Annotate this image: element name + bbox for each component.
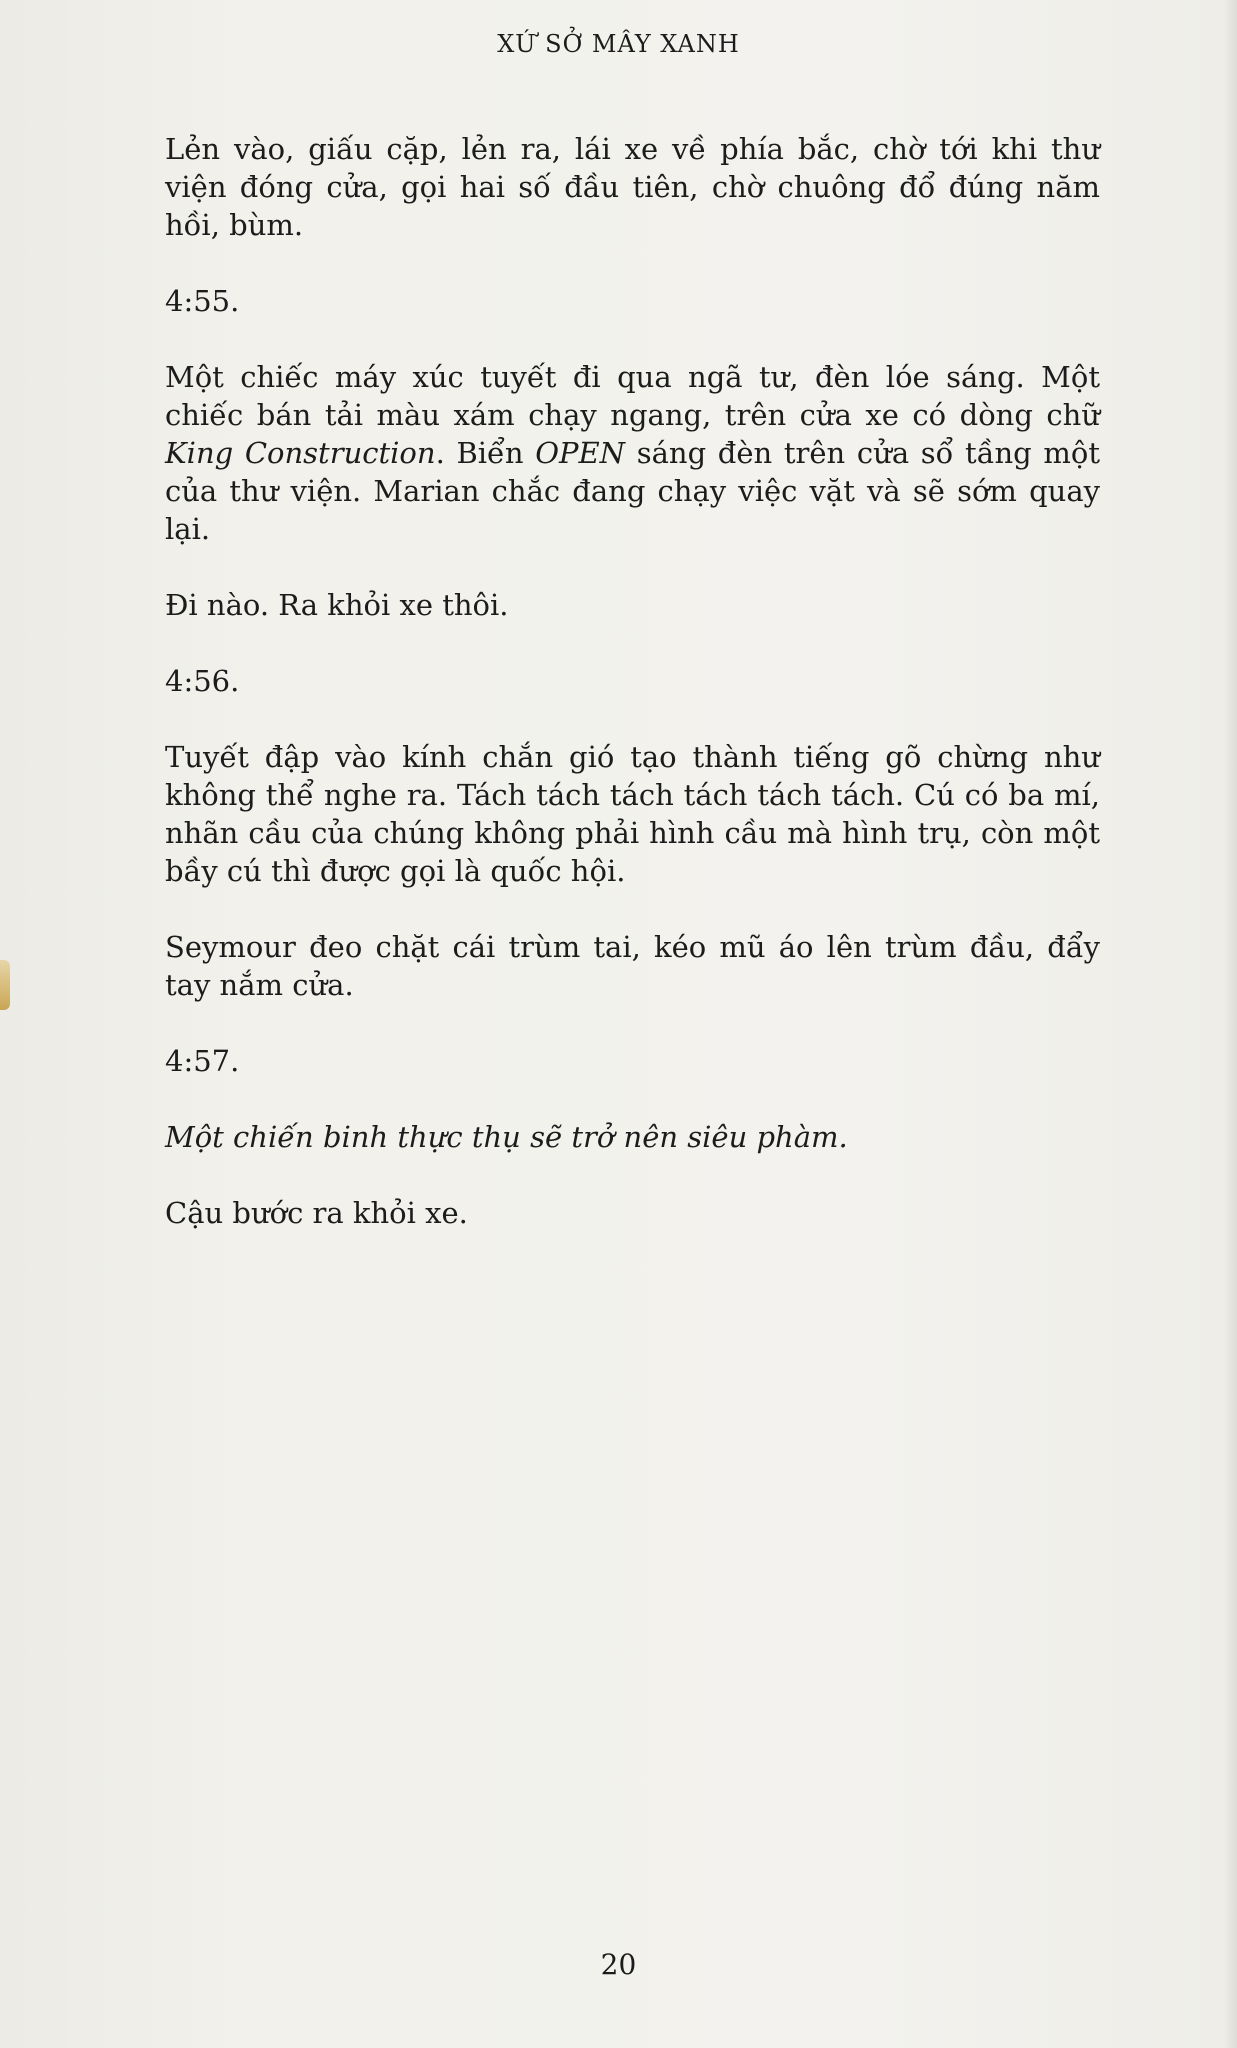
paragraph-1: Lẻn vào, giấu cặp, lẻn ra, lái xe về phía bắc, chờ tới khi thư viện đóng cửa, gọi hai số đầu tiên, chờ chuông đổ đúng năm hồi, bùm. xyxy=(165,132,1100,242)
paragraph-8: 4:57. xyxy=(165,1044,240,1078)
body-text xyxy=(165,130,1100,1270)
paragraph-3: Một chiếc máy xúc tuyết đi qua ngã tư, đèn lóe sáng. Một chiếc bán tải màu xám chạy ngang, trên cửa xe có dòng chữ King Construction. Biển OPEN sáng đèn trên cửa sổ tầng một của thư viện. Marian chắc đang chạy việc vặt và sẽ sớm quay lại. xyxy=(165,360,1101,546)
paragraph-5: 4:56. xyxy=(165,664,240,698)
paragraph-9: Một chiến binh thực thụ sẽ trở nên siêu phàm. xyxy=(165,1120,848,1154)
paragraph-7: Seymour đeo chặt cái trùm tai, kéo mũ áo lên trùm đầu, đẩy tay nắm cửa. xyxy=(165,930,1100,1002)
paragraph-4: Đi nào. Ra khỏi xe thôi. xyxy=(165,588,509,622)
page-gutter-shadow xyxy=(1223,0,1237,2048)
italic-term: King Construction xyxy=(165,436,436,470)
paragraph-10: Cậu bước ra khỏi xe. xyxy=(165,1196,468,1230)
italic-term: OPEN xyxy=(535,436,626,470)
page-number: 20 xyxy=(600,1948,637,1981)
page-edge-mark xyxy=(0,960,10,1010)
paragraph-2: 4:55. xyxy=(165,284,240,318)
running-head: XỨ SỞ MÂY XANH xyxy=(497,30,740,58)
paragraph-6: Tuyết đập vào kính chắn gió tạo thành tiếng gõ chừng như không thể nghe ra. Tách tách tách tách tách tách. Cú có ba mí, nhãn cầu của chúng không phải hình cầu mà hình trụ, còn một bầy cú thì được gọi là quốc hội. xyxy=(165,740,1100,888)
